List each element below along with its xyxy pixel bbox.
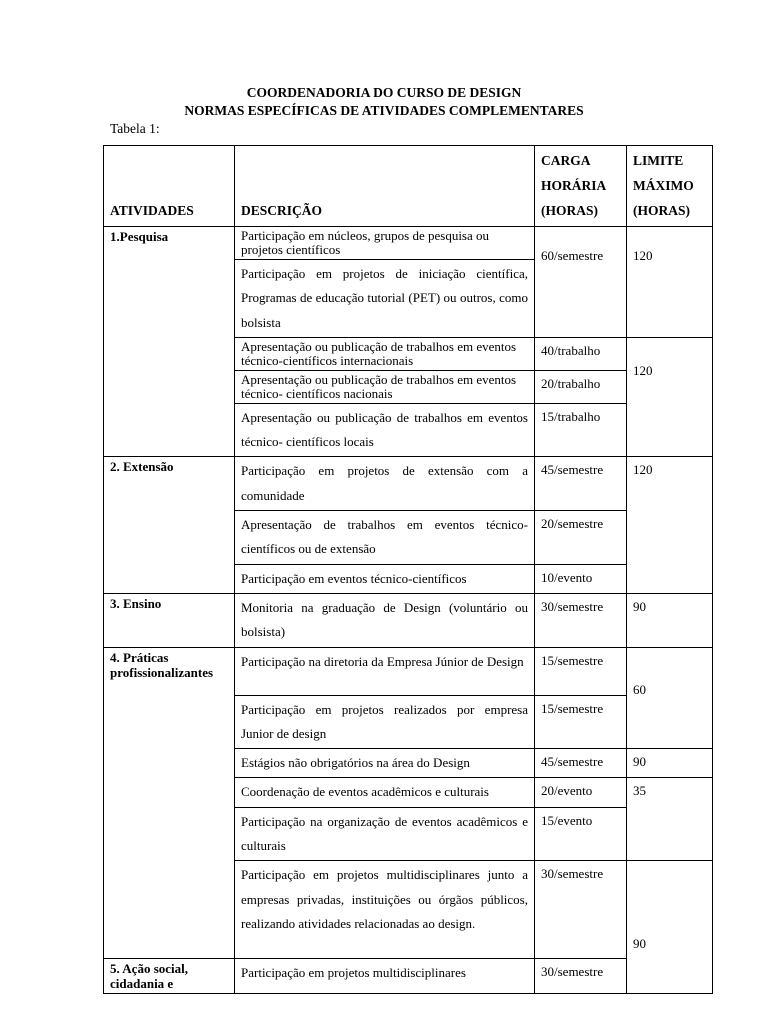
- table-caption: Tabela 1:: [110, 121, 160, 136]
- header-limite-line1: LIMITE: [633, 153, 684, 168]
- row-carga: 20/evento: [535, 778, 627, 807]
- row-carga: 15/evento: [535, 807, 627, 861]
- header-carga-line1: CARGA: [541, 153, 591, 168]
- row-carga: 30/semestre: [535, 959, 627, 994]
- row-description: Apresentação de trabalhos em eventos técnico-científicos ou de extensão: [235, 511, 535, 565]
- category-extensao: 2. Extensão: [104, 457, 235, 593]
- row-limite: 60: [627, 647, 713, 749]
- row-description: Coordenação de eventos acadêmicos e culturais: [235, 778, 535, 807]
- row-description: Participação na diretoria da Empresa Júnior de Design: [235, 647, 535, 695]
- row-description: Apresentação ou publicação de trabalhos em eventos técnico- científicos nacionais: [235, 370, 535, 403]
- row-description: Participação em projetos de extensão com a comunidade: [235, 457, 535, 511]
- category-pesquisa: 1.Pesquisa: [104, 227, 235, 457]
- row-description: Monitoria na graduação de Design (voluntário ou bolsista): [235, 593, 535, 647]
- row-description: Apresentação ou publicação de trabalhos em eventos técnico- científicos locais: [235, 403, 535, 457]
- header-carga: [535, 146, 627, 227]
- row-carga: 45/semestre: [535, 457, 627, 511]
- row-description: Apresentação ou publicação de trabalhos em eventos técnico-científicos internacionais: [235, 337, 535, 370]
- row-carga: 15/trabalho: [535, 403, 627, 457]
- table-row: [104, 593, 713, 647]
- row-carga: 15/semestre: [535, 695, 627, 749]
- header-carga-line3: (HORAS): [541, 203, 598, 218]
- row-description: Participação na organização de eventos acadêmicos e culturais: [235, 807, 535, 861]
- header-carga-line2: HORÁRIA: [541, 178, 607, 193]
- row-carga: 30/semestre: [535, 593, 627, 647]
- row-limite: 90: [627, 593, 713, 647]
- table-header-row: [104, 146, 713, 227]
- row-limite: 120: [627, 227, 713, 338]
- category-acao-social: 5. Ação social, cidadania e: [104, 959, 235, 994]
- category-ensino: 3. Ensino: [104, 593, 235, 647]
- header-limite-line3: (HORAS): [633, 203, 690, 218]
- row-carga: 40/trabalho: [535, 337, 627, 370]
- activities-table: [103, 145, 713, 994]
- document-title: COORDENADORIA DO CURSO DE DESIGN: [246, 85, 522, 100]
- row-limite: 90: [627, 861, 713, 994]
- row-carga: 30/semestre: [535, 861, 627, 959]
- row-limite: 120: [627, 337, 713, 457]
- row-carga: 20/trabalho: [535, 370, 627, 403]
- header-limite: [627, 146, 713, 227]
- row-limite: 35: [627, 778, 713, 861]
- table-row: [104, 959, 713, 994]
- row-limite: 120: [627, 457, 713, 593]
- row-limite: 90: [627, 749, 713, 778]
- table-row: [104, 457, 713, 511]
- table-row: [104, 227, 713, 260]
- row-carga: 10/evento: [535, 564, 627, 593]
- header-limite-line2: MÁXIMO: [633, 178, 694, 193]
- document-subtitle: NORMAS ESPECÍFICAS DE ATIVIDADES COMPLEMENTARES: [184, 103, 584, 118]
- row-carga: 60/semestre: [535, 227, 627, 338]
- row-carga: 45/semestre: [535, 749, 627, 778]
- row-carga: 20/semestre: [535, 511, 627, 565]
- category-praticas: 4. Práticas profissionalizantes: [104, 647, 235, 959]
- row-description: Participação em projetos realizados por empresa Junior de design: [235, 695, 535, 749]
- row-carga: 15/semestre: [535, 647, 627, 695]
- header-descricao: DESCRIÇÃO: [235, 146, 535, 227]
- row-description: Participação em projetos multidisciplinares: [235, 959, 535, 994]
- row-description: Participação em eventos técnico-científicos: [235, 564, 535, 593]
- row-description: Participação em projetos de iniciação científica, Programas de educação tutorial (PET) ou outros, como bolsista: [235, 260, 535, 338]
- header-atividades: ATIVIDADES: [104, 146, 235, 227]
- row-description: Participação em núcleos, grupos de pesquisa ou projetos científicos: [235, 227, 535, 260]
- row-description: Participação em projetos multidisciplinares junto a empresas privadas, instituições ou órgãos públicos, realizando atividades relacionadas ao design.: [235, 861, 535, 959]
- row-description: Estágios não obrigatórios na área do Design: [235, 749, 535, 778]
- table-row: [104, 647, 713, 695]
